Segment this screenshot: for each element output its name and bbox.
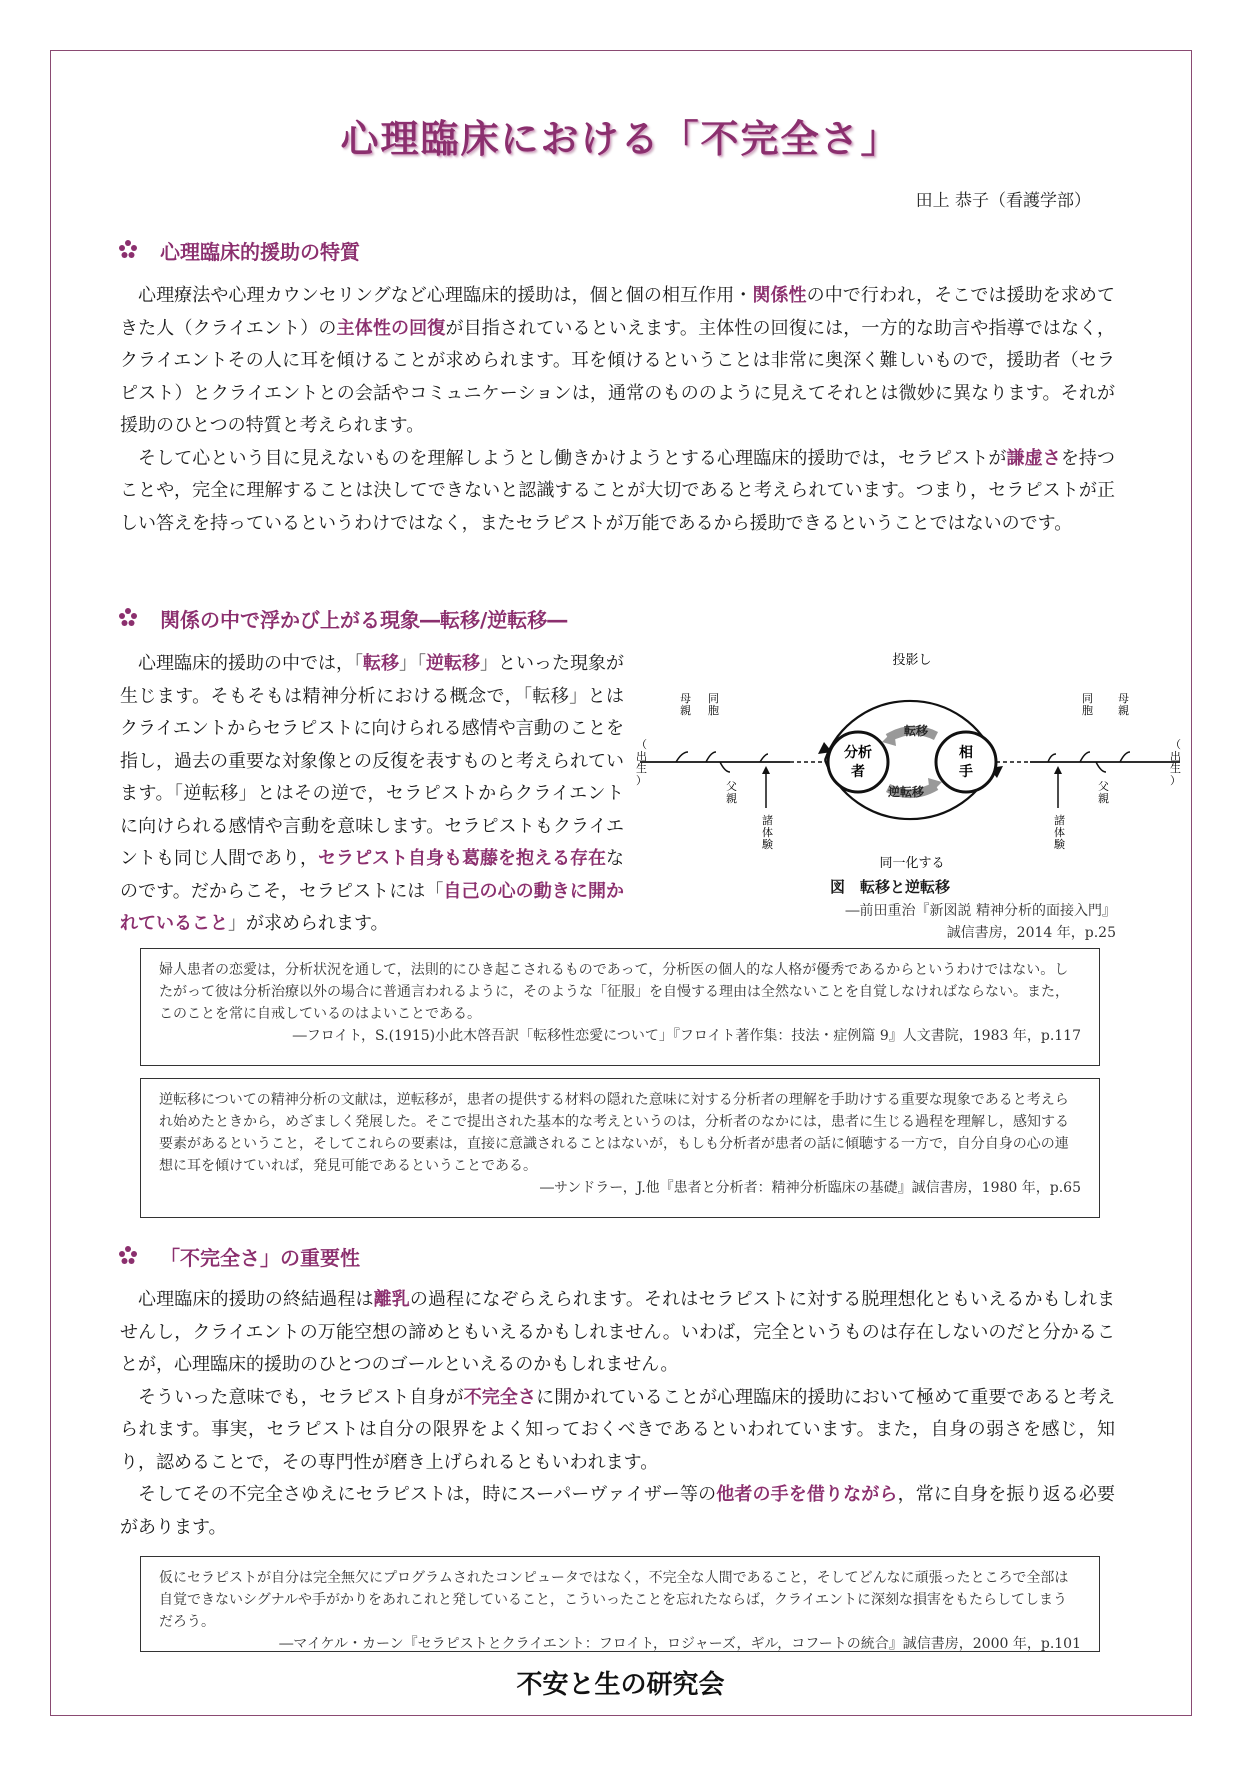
right-mother-label: 母親	[1118, 692, 1129, 717]
quote-box-3	[140, 1556, 1100, 1652]
body-text: 」「	[399, 653, 426, 674]
highlight-text: 謙虚さ	[1006, 447, 1061, 469]
section-heading-1-label: 心理臨床的援助の特質	[160, 240, 360, 264]
analyst-label: 分析	[844, 745, 872, 761]
section-3-paragraph-1	[120, 1284, 1115, 1382]
quote-3-source: ―マイケル・カーン『セラピストとクライエント：フロイト，ロジャーズ，ギル，コフートの統合』誠信書房，2000 年，p.101	[279, 1636, 1081, 1652]
body-text: なのです。だからこそ，セラピストには「	[120, 848, 624, 902]
page-title: 心理臨床における「不完全さ」	[340, 117, 901, 161]
section-heading-3-label: 「不完全さ」の重要性	[160, 1246, 360, 1270]
right-father-label: 父親	[1098, 780, 1109, 805]
section-2-paragraph-1	[120, 648, 624, 941]
body-text: 心理臨床的援助の中では，「	[138, 653, 363, 674]
left-experience-label: 諸体験	[762, 814, 773, 851]
body-text: 」が求められます。	[228, 913, 389, 934]
section-3-paragraph-2	[120, 1382, 1115, 1480]
quote-2-source: ―サンドラー，J.他『患者と分析者：精神分析臨床の基礎』誠信書房，1980 年，p.65	[539, 1180, 1081, 1196]
author-line: 田上 恭子（看護学部）	[915, 191, 1091, 211]
right-sibling-label: 同胞	[1082, 692, 1093, 717]
countertransference-arrow-label: 逆転移	[887, 785, 925, 799]
organization-footer: 不安と生の研究会	[516, 1670, 725, 1700]
quote-1-source: ―フロイト，S.(1915)小此木啓吾訳「転移性恋愛について」『フロイト著作集：技法・症例篇 9』人文書院，1983 年，p.117	[292, 1028, 1081, 1044]
analyst-circle	[828, 732, 888, 792]
highlight-text: 主体性の回復	[336, 317, 446, 339]
body-text: そういった意味でも，セラピスト自身が	[138, 1386, 464, 1408]
right-mother-tick	[1120, 752, 1130, 762]
transference-diagram	[636, 640, 1181, 876]
body-text: に開かれていることが心理臨床的援助において極めて重要であると考えられます。事実，セラピストは自分の限界をよく知っておくべきであるといわれています。また，自身の弱さを感じ，知り，認めることで，その専門性が磨き上げられるともいわれます。	[120, 1386, 1116, 1473]
quote-box-2	[140, 1078, 1100, 1218]
body-text: の過程になぞらえられます。それはセラピストに対する脱理想化ともいえるかもしれませんし，クライエントの万能空想の諦めともいえるかもしれません。いわば，完全というものは存在しないのだと分かることが，心理臨床的援助のひとつのゴールといえるのかもしれません。	[120, 1289, 1115, 1375]
highlight-text: 自己の心の動きに開かれていること	[120, 880, 625, 934]
section-heading-3	[118, 1242, 360, 1271]
left-mother-tick	[676, 752, 688, 762]
highlight-text: 不完全さ	[463, 1386, 537, 1408]
highlight-text: 転移	[363, 653, 399, 674]
right-experience-arrowhead	[1054, 766, 1062, 774]
quote-2-text: 逆転移についての精神分析の文献は，逆転移が，患者の提供する材料の隠れた意味に対する分析者の理解を手助けする重要な現象であると考えられ始めたときから，めざましく発展した。そこで提出された基本的な考えというのは，分析者のなかには，患者に生じる過程を理解し，感知する要素があるということ，そしてこれらの要素は，直接に意識されることはないが，もしも分析者が患者の話に傾聴する一方で，自分自身の心の連想に耳を傾けていれば，発見可能であるということである。	[159, 1092, 1069, 1174]
body-text: 心理臨床的援助の終結過程は	[138, 1289, 374, 1310]
figure-source-line-2: 誠信書房，2014 年，p.25	[946, 925, 1116, 941]
quote-3-text: 仮にセラピストが自分は完全無欠にプログラムされたコンピュータではなく，不完全な人間であること，そしてどんなに頑張ったところで全部は自覚できないシグナルや手がかりをあれこれと発していること，こういったことを忘れたならば，クライエントに深刻な損害をもたらしてしまうだろう。	[159, 1570, 1069, 1630]
flower-icon	[118, 1245, 140, 1270]
figure-bottom-label: 同一化する	[879, 856, 945, 871]
section-1-paragraph-1	[120, 280, 1115, 443]
body-text: が目指されているといえます。主体性の回復には，一方的な助言や指導ではなく，クライエントその人に耳を傾けることが求められます。耳を傾けるということは非常に奥深く難しいもので，援助者（セラピスト）とクライエントとの会話やコミュニケーションは，通常のもののように見えてそれとは微妙に異なります。それが援助のひとつの特質と考えられます。	[120, 317, 1115, 436]
analyst-label-2: 者	[851, 764, 865, 780]
figure-top-label: 投影し	[892, 653, 932, 668]
right-experience-label: 諸体験	[1054, 814, 1065, 851]
figure-source	[696, 900, 1116, 944]
highlight-text: 離乳	[373, 1289, 410, 1310]
left-birth-label: （出生）	[636, 738, 647, 787]
section-2-body	[120, 648, 624, 941]
partner-circle	[936, 732, 996, 792]
partner-label: 相	[959, 745, 973, 761]
section-1-paragraph-2	[120, 443, 1115, 541]
flower-icon	[118, 607, 140, 632]
right-sibling-tick	[1080, 752, 1090, 762]
figure-vertical-labels	[636, 692, 1181, 851]
body-text: ，常に自身を振り返る必要があります。	[120, 1484, 1116, 1538]
right-birth-label: （出生）	[1170, 738, 1181, 787]
right-father-tick	[1096, 762, 1106, 772]
flower-icon	[118, 239, 140, 264]
body-text: 心理療法や心理カウンセリングなど心理臨床的援助は，個と個の相互作用・	[138, 285, 753, 306]
section-heading-1	[118, 236, 360, 265]
section-3-body	[120, 1284, 1115, 1544]
highlight-text: 逆転移	[426, 653, 480, 674]
body-text: 」といった現象が生じます。そもそもは精神分析における概念で，「転移」とはクライエントからセラピストに向けられる感情や言動のことを指し，過去の重要な対象像との反復を表すものと考えられています。「逆転移」とはその逆で，セラピストからクライエントに向けられる感情や言動を意味します。セラピストもクライエントも同じ人間であり，	[120, 653, 624, 869]
highlight-text: 他者の手を借りながら	[716, 1484, 898, 1505]
highlight-text: 関係性	[752, 285, 807, 306]
left-tick-4	[760, 754, 768, 762]
partner-label-2: 手	[959, 764, 973, 780]
section-heading-2	[118, 604, 567, 633]
section-3-paragraph-3	[120, 1479, 1115, 1544]
right-tick-1	[1048, 754, 1056, 762]
figure-source-line-1: ―前田重治『新図説 精神分析的面接入門』	[845, 903, 1116, 919]
section-heading-2-label: 関係の中で浮かび上がる現象―転移/逆転移―	[160, 608, 568, 632]
left-father-label: 父親	[726, 780, 737, 805]
left-mother-label: 母親	[680, 692, 691, 717]
body-text: そしてその不完全さゆえにセラピストは，時にスーパーヴァイザー等の	[138, 1484, 717, 1505]
highlight-text: セラピスト自身も葛藤を抱える存在	[318, 848, 606, 869]
section-1-body	[120, 280, 1115, 540]
left-sibling-label: 同胞	[708, 692, 719, 717]
body-text: そして心という目に見えないものを理解しようとし働きかけようとする心理臨床的援助では，セラピストが	[138, 447, 1007, 469]
left-sibling-tick	[706, 752, 716, 762]
left-experience-arrowhead	[762, 766, 770, 774]
quote-1-text: 婦人患者の恋愛は，分析状況を通して，法則的にひき起こされるものであって，分析医の個人的な人格が優秀であるからというわけではない。したがって彼は分析治療以外の場合に普通言われるように，そのような「征服」を自慢する理由は全然ないことを自覚しなければならない。また，このことを常に自戒しているのはよいことである。	[159, 962, 1069, 1022]
body-text: の中で行われ，そこでは援助を求めてきた人（クライエント）の	[120, 285, 1115, 339]
figure-caption: 図 転移と逆転移	[829, 878, 950, 896]
left-father-tick	[720, 762, 730, 772]
transference-arrow-label: 転移	[903, 724, 929, 738]
quote-box-1	[140, 948, 1100, 1066]
body-text: を持つことや，完全に理解することは決してできないと認識することが大切であると考えられています。つまり，セラピストが正しい答えを持っているというわけではなく，またセラピストが万能であるから援助できるということではないのです。	[120, 447, 1116, 534]
